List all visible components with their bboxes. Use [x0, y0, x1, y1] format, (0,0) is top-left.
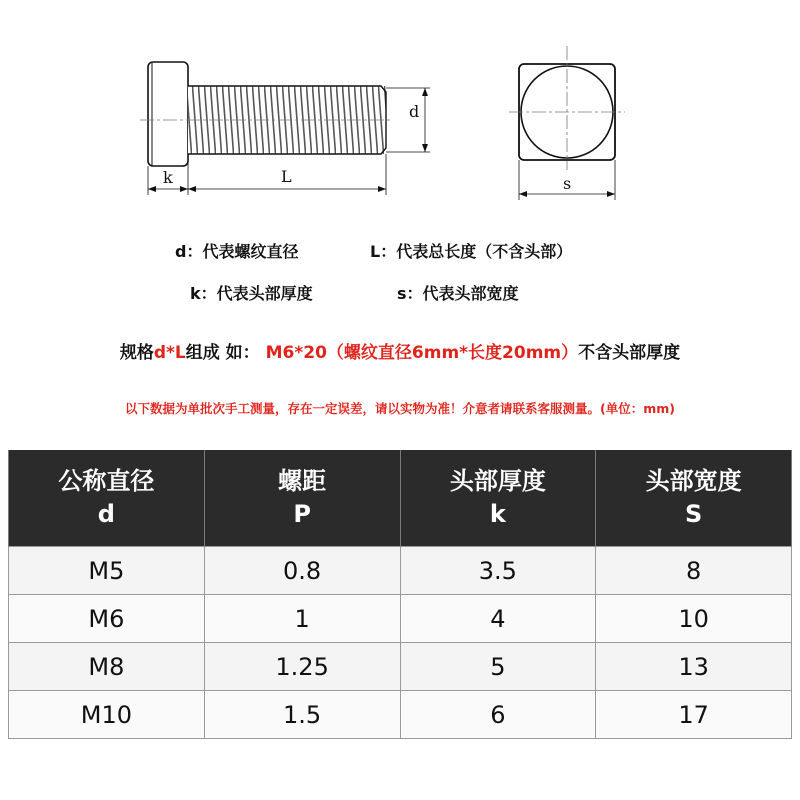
legend-d: d：代表螺纹直径: [175, 242, 299, 261]
cell-pitch: 1: [204, 595, 400, 643]
header-nominal-diameter: 公称直径 d: [9, 450, 205, 547]
cell-head-width: 8: [596, 547, 792, 595]
dimension-d-label: d: [409, 102, 420, 121]
table-row: [9, 691, 792, 739]
legend-L: L：代表总长度（不含头部）: [370, 242, 573, 261]
cell-head-thickness: 3.5: [400, 547, 596, 595]
spec-exclusion: 不含头部厚度: [578, 343, 681, 363]
cell-size: M8: [9, 643, 205, 691]
spec-example: M6*20（螺纹直径6mm*长度20mm）: [265, 343, 579, 363]
header-head-width: 头部宽度 S: [596, 450, 792, 547]
bolt-side-view: [140, 62, 430, 195]
spec-line: [0, 338, 800, 363]
spec-label: 规格: [119, 343, 154, 363]
cell-head-width: 17: [596, 691, 792, 739]
cell-head-width: 13: [596, 643, 792, 691]
dimension-L-label: L: [281, 167, 292, 186]
cell-head-width: 10: [596, 595, 792, 643]
cell-head-thickness: 4: [400, 595, 596, 643]
dimension-s-label: s: [563, 174, 572, 193]
header-head-thickness: 头部厚度 k: [400, 450, 596, 547]
spec-example-label: 组成 如：: [185, 343, 260, 363]
table-row: [9, 643, 792, 691]
table-row: [9, 547, 792, 595]
cell-pitch: 1.5: [204, 691, 400, 739]
cell-size: M6: [9, 595, 205, 643]
legend-s: s：代表头部宽度: [397, 284, 519, 303]
bolt-diagram: [0, 0, 800, 240]
cell-pitch: 1.25: [204, 643, 400, 691]
dimension-k-label: k: [163, 168, 173, 187]
cell-size: M5: [9, 547, 205, 595]
header-pitch: 螺距 P: [204, 450, 400, 547]
cell-head-thickness: 5: [400, 643, 596, 691]
cell-pitch: 0.8: [204, 547, 400, 595]
table-header-row: [9, 450, 792, 547]
spec-formula: d*L: [153, 343, 186, 363]
cell-head-thickness: 6: [400, 691, 596, 739]
table-row: [9, 595, 792, 643]
cell-size: M10: [9, 691, 205, 739]
measurement-note: 以下数据为单批次手工测量，存在一定误差，请以实物为准！介意者请联系客服测量。(单位：mm): [125, 401, 675, 416]
size-table: [8, 450, 792, 739]
legend-k: k：代表头部厚度: [190, 284, 313, 303]
bolt-head-top-view: [509, 46, 625, 200]
